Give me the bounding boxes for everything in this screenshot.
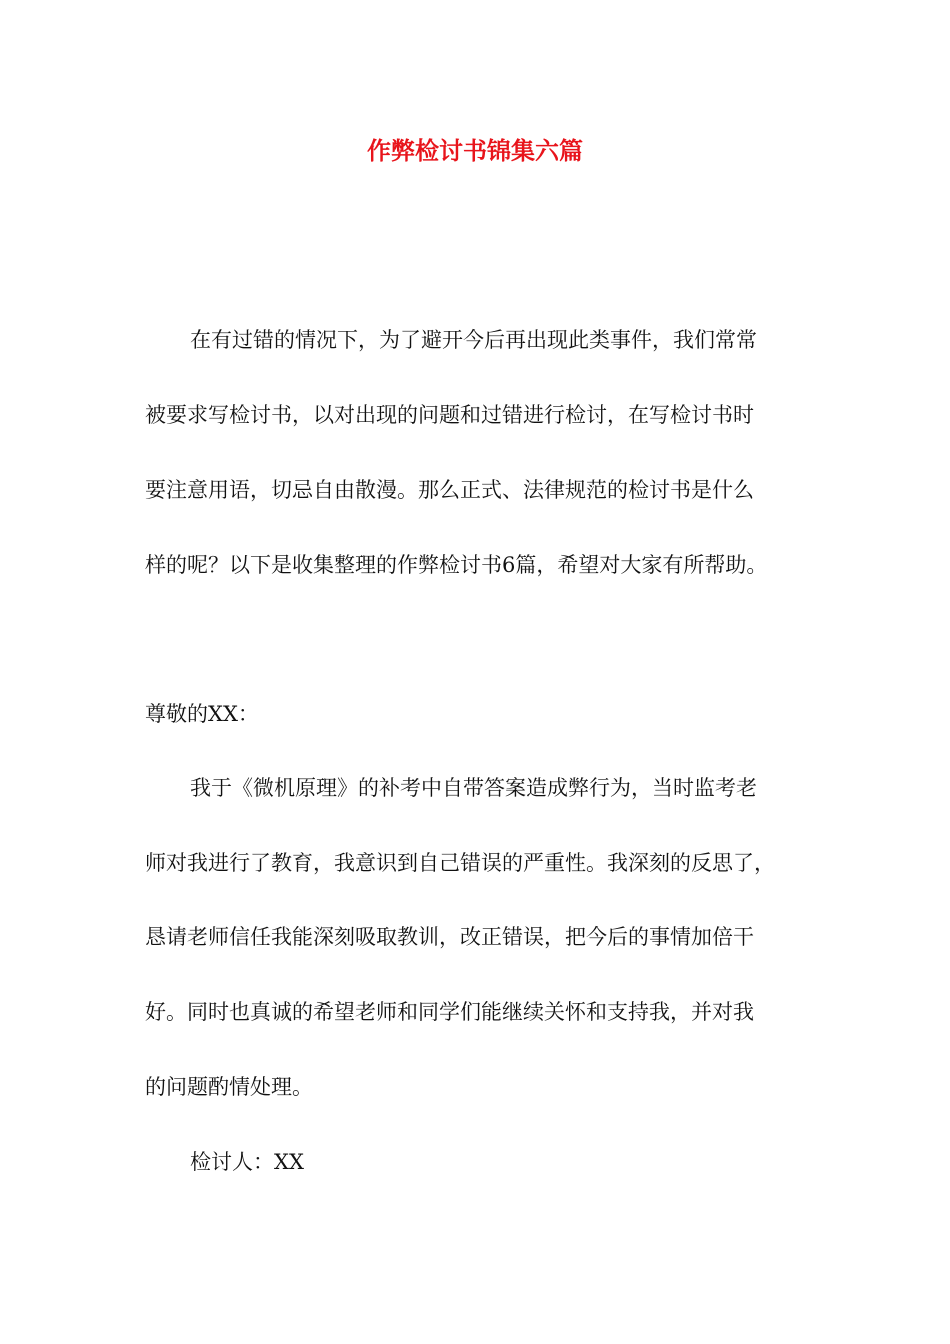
intro-line-4: 样的呢？以下是收集整理的作弊检讨书6篇，希望对大家有所帮助。 [145, 553, 768, 577]
signature: 检讨人：XX [190, 1150, 304, 1174]
body-line-4: 好。同时也真诚的希望老师和同学们能继续关怀和支持我，并对我 [145, 1000, 754, 1024]
intro-line-3: 要注意用语，切忌自由散漫。那么正式、法律规范的检讨书是什么 [145, 478, 754, 502]
body-line-1: 我于《微机原理》的补考中自带答案造成弊行为，当时监考老 [190, 776, 757, 800]
intro-line-1: 在有过错的情况下，为了避开今后再出现此类事件，我们常常 [190, 328, 757, 352]
body-line-3: 恳请老师信任我能深刻吸取教训，改正错误，把今后的事情加倍干 [145, 925, 754, 949]
body-line-2: 师对我进行了教育，我意识到自己错误的严重性。我深刻的反思了， [145, 851, 775, 875]
salutation: 尊敬的XX： [145, 702, 259, 726]
intro-line-2: 被要求写检讨书，以对出现的问题和过错进行检讨，在写检讨书时 [145, 403, 754, 427]
body-line-5: 的问题酌情处理。 [145, 1075, 313, 1099]
document-title: 作弊检讨书锦集六篇 [367, 136, 583, 165]
